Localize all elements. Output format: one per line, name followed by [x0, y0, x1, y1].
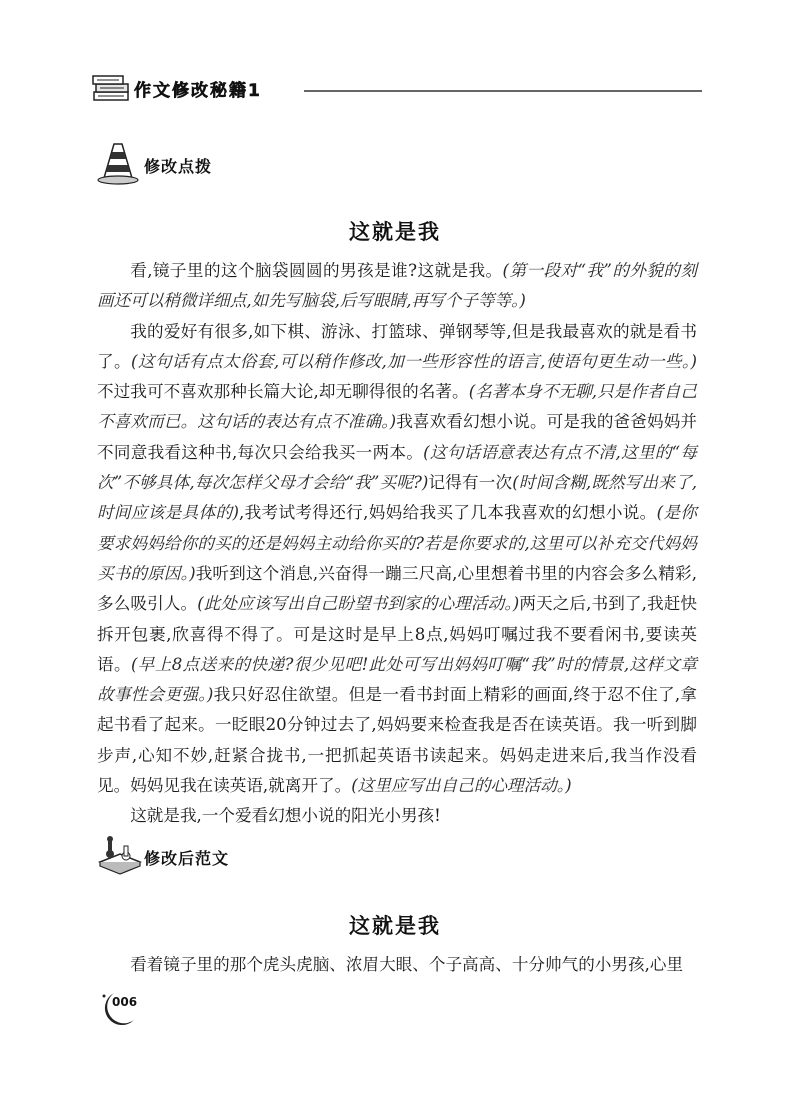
essay-title-original: 这就是我	[349, 220, 441, 244]
revision-comment: (这里应写出自己的心理活动。)	[351, 776, 572, 796]
section-title-revised: 修改后范文	[144, 849, 230, 868]
revision-comment: (早上8点送来的快递?很少见吧!此处可写出妈妈叮嘱“我”时的情景,这样文章故事性会更强。)	[97, 654, 697, 705]
essay-text: 不过我可不喜欢那种长篇大论,却无聊得很的名著。	[97, 382, 469, 402]
essay-text: 我听到这个消息,兴奋得一蹦三尺高,心里想着书里的内容会多么精彩,多么吸引人。	[97, 563, 697, 614]
essay-title-revised: 这就是我	[349, 914, 441, 938]
running-header	[92, 68, 702, 108]
essay-text: 看,镜子里的这个脑袋圆圆的男孩是谁?这就是我。	[130, 261, 503, 280]
essay-text: 这就是我,一个爱看幻想小说的阳光小男孩!	[130, 806, 441, 826]
essay-body-original	[97, 256, 697, 832]
revised-paragraph-line: 看着镜子里的那个虎头虎脑、浓眉大眼、个子高高、十分帅气的小男孩,心里	[130, 955, 684, 974]
revision-comment: (是你要求妈妈给你的买的还是妈妈主动给你买的?若是你要求的,这里可以补充交代妈妈买书的原因。)	[97, 503, 697, 583]
essay-paragraph	[97, 256, 697, 317]
essay-text: 我的爱好有很多,如下棋、游泳、打篮球、弹钢琴等,但是我最喜欢的就是看书了。	[97, 321, 697, 371]
revision-comment: (此处应该写出自己盼望书到家的心理活动。)	[197, 594, 520, 614]
essay-text: 我只好忍住欲望。但是一看书封面上精彩的画面,终于忍不住了,拿起书看了起来。一眨眼20分钟过去了,妈妈要来检查我是否在读英语。我一听到脚步声,心知不妙,赶紧合拢书,一把抓起英语书读起来。妈妈走进来后,我当作没看见。妈妈见我在读英语,就离开了。	[97, 685, 697, 796]
essay-text: ,我考试考得还行,妈妈给我买了几本我喜欢的幻想小说。	[238, 503, 657, 523]
revision-comment: (名著本身不无聊,只是作者自己不喜欢而已。这句话的表达有点不准确。)	[97, 382, 697, 432]
essay-body-revised	[97, 950, 697, 980]
page-number: 006	[112, 995, 138, 1009]
chess-board-icon	[96, 832, 142, 878]
page-number-badge	[96, 990, 166, 1030]
section-title-review: 修改点拨	[144, 157, 213, 176]
header-rule	[304, 90, 702, 92]
essay-text: 我喜欢看幻想小说。可是我的爸爸妈妈并不同意我看这种书,每次只会给我买一两本。	[97, 412, 697, 462]
stacked-books-icon	[92, 70, 132, 104]
header-title: 作文修改秘籍1	[134, 81, 262, 101]
essay-paragraph	[97, 317, 697, 802]
essay-text: 两天之后,书到了,我赶快拆开包裹,欣喜得不得了。可是这时是早上8点,妈妈叮嘱过我不要看闲书,要读英语。	[97, 594, 697, 674]
revision-comment: (这句话语意表达有点不清,这里的“每次”不够具体,每次怎样父母才会给“我”买呢?)	[97, 442, 697, 493]
traffic-cone-icon	[96, 140, 142, 186]
revision-comment: (时间含糊,既然写出来了,时间应该是具体的)	[97, 473, 698, 523]
revision-comment: (第一段对“我”的外貌的刻画还可以稍微详细点,如先写脑袋,后写眼睛,再写个子等等。)	[97, 261, 697, 311]
revision-comment: (这句话有点太俗套,可以稍作修改,加一些形容性的语言,使语句更生动一些。)	[131, 351, 697, 371]
section-heading-review	[96, 140, 236, 190]
section-heading-revised	[96, 832, 256, 882]
essay-paragraph	[97, 801, 697, 831]
essay-text: 记得有一次	[428, 473, 513, 493]
